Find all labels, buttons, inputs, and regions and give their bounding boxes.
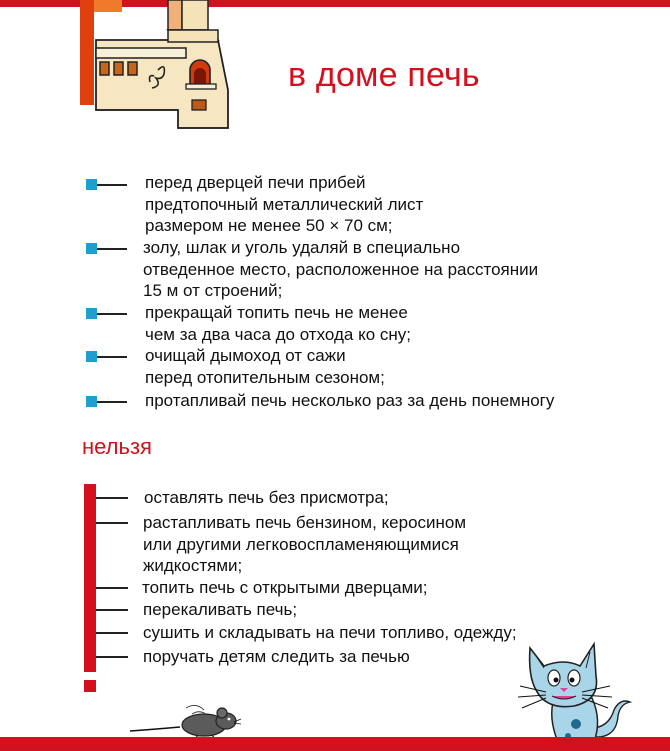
forbidden-heading: нельзя: [82, 434, 152, 459]
bullet-square: [86, 308, 97, 319]
mouse-illustration: [128, 700, 243, 740]
list-item-text: перекаливать печь;: [143, 600, 298, 619]
bullet-square: [86, 243, 97, 254]
bullet-line: [96, 522, 128, 524]
bullet-line: [97, 184, 127, 186]
bullet-square: [86, 396, 97, 407]
list-item-text: перед дверцей печи прибей предтопочный металлический лист размером не менее 50 × 70 см;: [145, 173, 424, 235]
bullet-line: [96, 609, 128, 611]
bullet-line: [96, 656, 128, 658]
list-item-text: золу, шлак и уголь удаляй в специально отведенное место, расположенное на расстоянии 15 м от строений;: [143, 238, 539, 300]
list-item-text: поручать детям следить за печью: [143, 647, 410, 666]
stove-illustration: [78, 0, 238, 140]
cat-illustration: [516, 640, 636, 744]
bullet-line: [97, 313, 127, 315]
page-title: в доме печь: [288, 56, 480, 94]
list-item-text: оставлять печь без присмотра;: [144, 488, 389, 507]
bullet-square: [86, 351, 97, 362]
bullet-line: [97, 401, 127, 403]
list-item-text: растапливать печь бензином, керосином или другими легковоспламеняющимися жидкостями;: [143, 513, 467, 575]
list-item-text: протапливай печь несколько раз за день понемногу: [145, 391, 555, 410]
bullet-square: [86, 179, 97, 190]
list-item-text: прекращай топить печь не менее чем за два часа до отхода ко сну;: [145, 303, 411, 344]
bottom-border: [0, 737, 670, 751]
list-item-text: топить печь с открытыми дверцами;: [142, 578, 428, 597]
list-item-text: сушить и складывать на печи топливо, одежду;: [143, 623, 517, 642]
forbidden-red-square: [84, 680, 96, 692]
bullet-line: [96, 632, 128, 634]
forbidden-red-bar: [84, 484, 96, 672]
bullet-line: [97, 356, 127, 358]
bullet-line: [97, 248, 127, 250]
bullet-line: [96, 497, 128, 499]
list-item-text: очищай дымоход от сажи перед отопительным сезоном;: [145, 346, 385, 387]
bullet-line: [96, 587, 128, 589]
